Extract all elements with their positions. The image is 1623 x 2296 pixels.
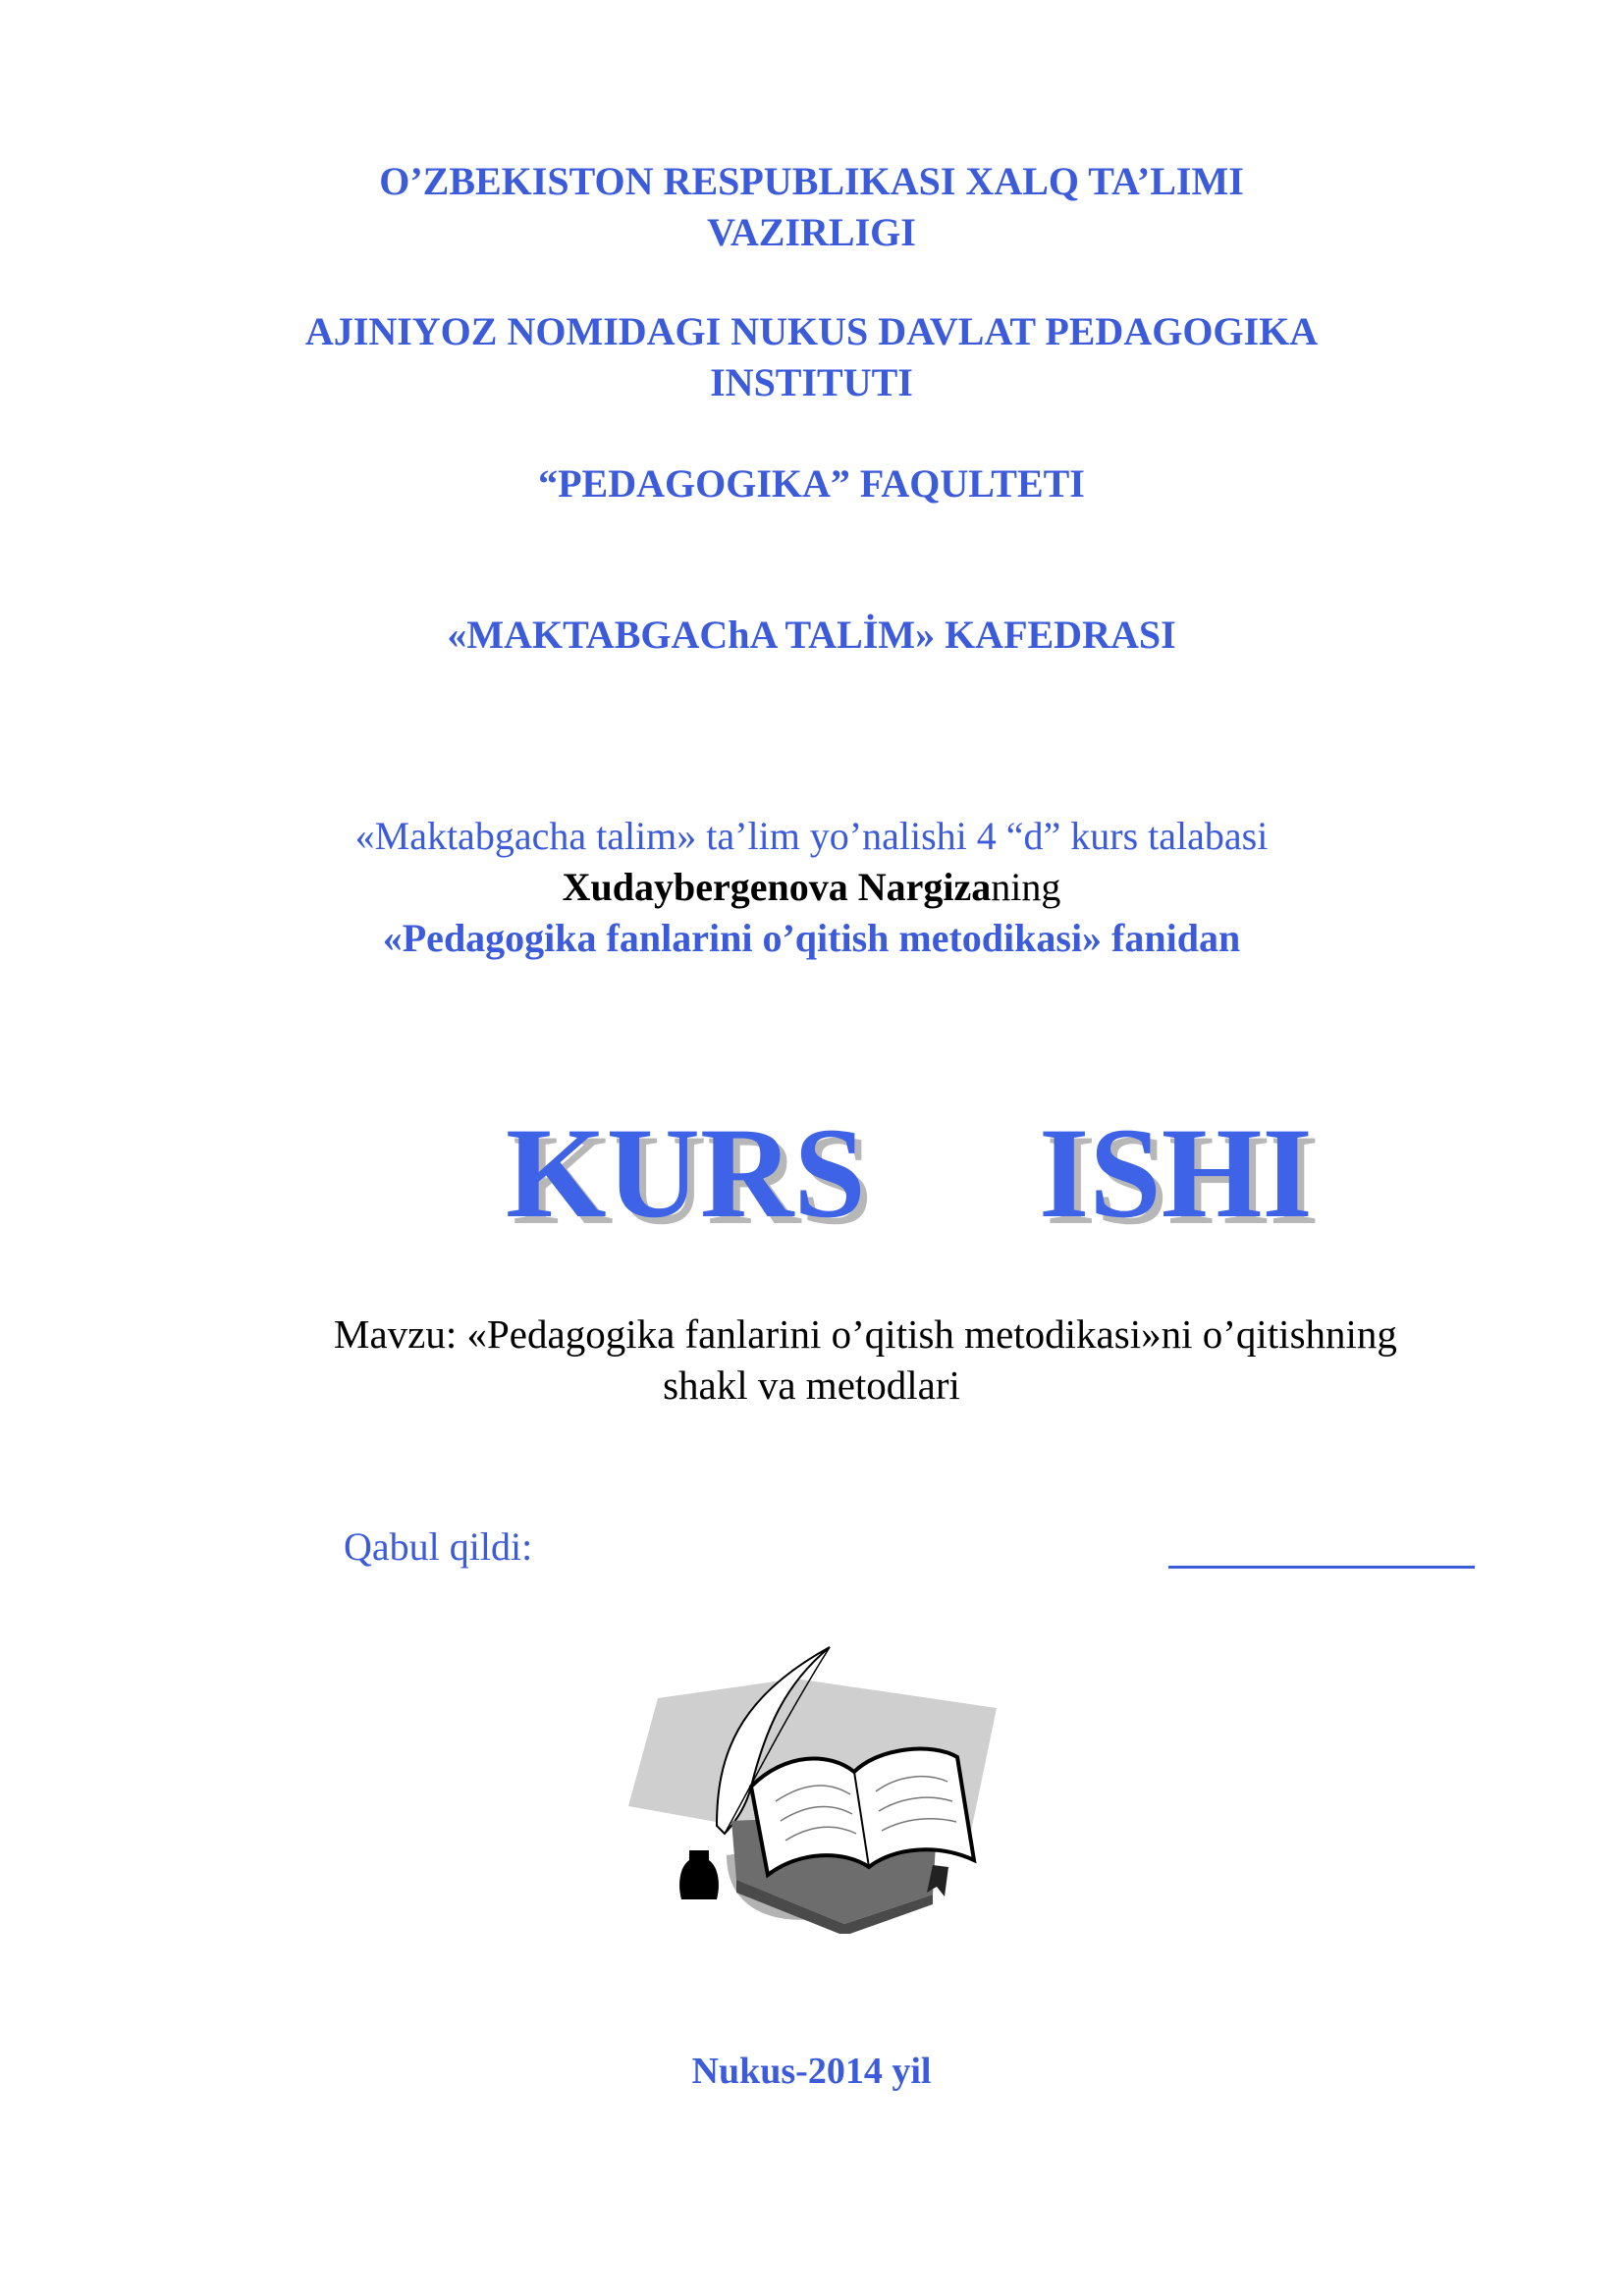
student-name-line xyxy=(0,862,1623,913)
student-direction-line: «Maktabgacha talim» ta’lim yo’nalishi 4 “d” kurs talabasi xyxy=(354,814,1269,858)
ministry-line-1: O’ZBEKISTON RESPUBLIKASI XALQ TA’LIMI xyxy=(379,159,1244,203)
title-word-kurs: KURS xyxy=(506,1100,866,1245)
subject-line: «Pedagogika fanlarini o’qitish metodikasi» fanidan xyxy=(382,916,1241,960)
topic-line-2: shakl va metodlari xyxy=(663,1362,960,1408)
title-word-ishi: ISHI xyxy=(1039,1100,1313,1245)
document-title xyxy=(0,1099,1623,1247)
faculty-name: “PEDAGOGIKA” FAQULTETI xyxy=(538,461,1085,506)
approval-label: Qabul qildi: xyxy=(344,1524,533,1569)
signature-line xyxy=(1168,1515,1475,1569)
student-name-suffix: ning xyxy=(991,865,1061,909)
student-surname: Xudaybergenova xyxy=(562,865,848,909)
department-name: «MAKTABGAChA TALİM» KAFEDRASI xyxy=(447,613,1176,657)
student-first-name: Nargiza xyxy=(857,865,992,909)
topic-line-1: Mavzu: «Pedagogika fanlarini o’qitish metodikasi»ni o’qitishning xyxy=(334,1311,1397,1357)
place-and-year: Nukus-2014 yil xyxy=(691,2051,932,2092)
institute-line-1: AJINIYOZ NOMIDAGI NUKUS DAVLAT PEDAGOGIKA xyxy=(304,309,1319,353)
ministry-line-2: VAZIRLIGI xyxy=(707,210,916,254)
institute-line-2: INSTITUTI xyxy=(710,360,913,404)
book-quill-inkwell-icon xyxy=(619,1639,1011,1934)
